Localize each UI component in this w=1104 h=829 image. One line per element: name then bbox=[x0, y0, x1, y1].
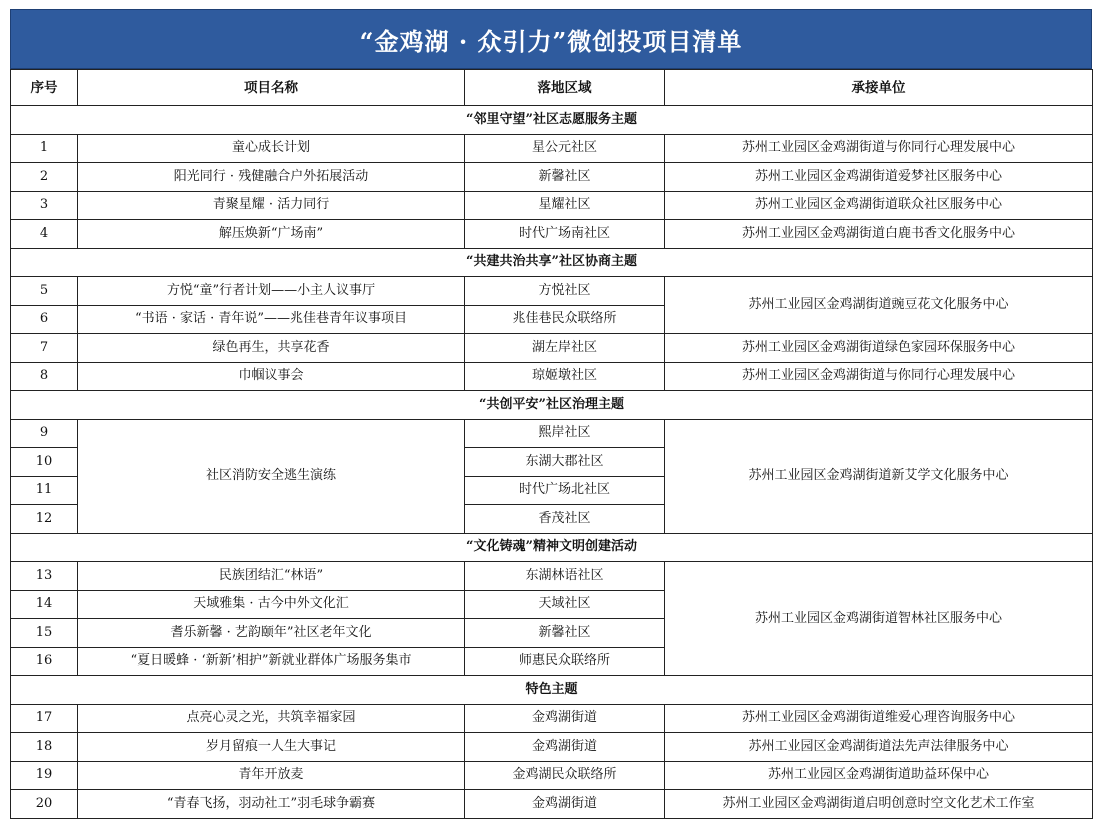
section-title: “共建共治共享”社区协商主题 bbox=[11, 248, 1093, 277]
project-table bbox=[10, 69, 1093, 819]
row-area: 新馨社区 bbox=[465, 163, 665, 192]
table-header-row bbox=[11, 70, 1093, 106]
row-no: 17 bbox=[11, 704, 78, 733]
section-row bbox=[11, 248, 1093, 277]
row-project: “书语 · 家话 · 青年说”——兆佳巷青年议事项目 bbox=[78, 305, 465, 334]
row-unit: 苏州工业园区金鸡湖街道与你同行心理发展中心 bbox=[665, 134, 1093, 163]
row-unit: 苏州工业园区金鸡湖街道与你同行心理发展中心 bbox=[665, 362, 1093, 391]
section-title: “邻里守望”社区志愿服务主题 bbox=[11, 106, 1093, 135]
row-no: 7 bbox=[11, 334, 78, 363]
section-row bbox=[11, 106, 1093, 135]
row-no: 12 bbox=[11, 505, 78, 534]
row-project: 解压焕新“广场南” bbox=[78, 220, 465, 249]
row-no: 14 bbox=[11, 590, 78, 619]
row-no: 18 bbox=[11, 733, 78, 762]
row-area: 琼姬墩社区 bbox=[465, 362, 665, 391]
row-no: 3 bbox=[11, 191, 78, 220]
row-no: 13 bbox=[11, 562, 78, 591]
row-project: 巾帼议事会 bbox=[78, 362, 465, 391]
row-unit: 苏州工业园区金鸡湖街道智林社区服务中心 bbox=[665, 562, 1093, 676]
row-area: 新馨社区 bbox=[465, 619, 665, 648]
row-project: 天域雅集 · 古今中外文化汇 bbox=[78, 590, 465, 619]
row-project: 耆乐新馨 · 艺韵颐年”社区老年文化 bbox=[78, 619, 465, 648]
header-area: 落地区域 bbox=[465, 70, 665, 106]
row-area: 时代广场北社区 bbox=[465, 476, 665, 505]
row-unit: 苏州工业园区金鸡湖街道维爱心理咨询服务中心 bbox=[665, 704, 1093, 733]
row-no: 11 bbox=[11, 476, 78, 505]
table-row bbox=[11, 191, 1093, 220]
section-row bbox=[11, 391, 1093, 420]
row-no: 20 bbox=[11, 790, 78, 819]
row-unit: 苏州工业园区金鸡湖街道爱梦社区服务中心 bbox=[665, 163, 1093, 192]
row-project: 青聚星耀 · 活力同行 bbox=[78, 191, 465, 220]
table-row bbox=[11, 419, 1093, 448]
section-title: 特色主题 bbox=[11, 676, 1093, 705]
section-row bbox=[11, 676, 1093, 705]
row-area: 金鸡湖街道 bbox=[465, 733, 665, 762]
row-project: 点亮心灵之光，共筑幸福家园 bbox=[78, 704, 465, 733]
row-unit: 苏州工业园区金鸡湖街道助益环保中心 bbox=[665, 761, 1093, 790]
table-row bbox=[11, 761, 1093, 790]
row-project: 青年开放麦 bbox=[78, 761, 465, 790]
row-no: 10 bbox=[11, 448, 78, 477]
project-list-sheet bbox=[10, 9, 1092, 819]
row-area: 金鸡湖街道 bbox=[465, 790, 665, 819]
row-unit: 苏州工业园区金鸡湖街道启明创意时空文化艺术工作室 bbox=[665, 790, 1093, 819]
table-row bbox=[11, 733, 1093, 762]
row-no: 16 bbox=[11, 647, 78, 676]
row-project: 社区消防安全逃生演练 bbox=[78, 419, 465, 533]
row-area: 金鸡湖民众联络所 bbox=[465, 761, 665, 790]
row-area: 香茂社区 bbox=[465, 505, 665, 534]
table-row bbox=[11, 562, 1093, 591]
row-area: 东湖大郡社区 bbox=[465, 448, 665, 477]
table-row bbox=[11, 163, 1093, 192]
header-project: 项目名称 bbox=[78, 70, 465, 106]
section-title: “共创平安”社区治理主题 bbox=[11, 391, 1093, 420]
table-row bbox=[11, 334, 1093, 363]
row-no: 4 bbox=[11, 220, 78, 249]
row-no: 1 bbox=[11, 134, 78, 163]
row-area: 师惠民众联络所 bbox=[465, 647, 665, 676]
row-no: 2 bbox=[11, 163, 78, 192]
row-area: 时代广场南社区 bbox=[465, 220, 665, 249]
row-area: 星耀社区 bbox=[465, 191, 665, 220]
row-area: 星公元社区 bbox=[465, 134, 665, 163]
row-unit: 苏州工业园区金鸡湖街道新艾学文化服务中心 bbox=[665, 419, 1093, 533]
row-no: 8 bbox=[11, 362, 78, 391]
row-no: 6 bbox=[11, 305, 78, 334]
row-area: 东湖林语社区 bbox=[465, 562, 665, 591]
row-unit: 苏州工业园区金鸡湖街道联众社区服务中心 bbox=[665, 191, 1093, 220]
row-unit: 苏州工业园区金鸡湖街道绿色家园环保服务中心 bbox=[665, 334, 1093, 363]
row-area: 天域社区 bbox=[465, 590, 665, 619]
row-unit: 苏州工业园区金鸡湖街道白鹿书香文化服务中心 bbox=[665, 220, 1093, 249]
row-project: “夏日暖蜂 · ‘新新’相护”新就业群体广场服务集市 bbox=[78, 647, 465, 676]
row-no: 9 bbox=[11, 419, 78, 448]
table-row bbox=[11, 362, 1093, 391]
header-no: 序号 bbox=[11, 70, 78, 106]
row-project: 民族团结汇“林语” bbox=[78, 562, 465, 591]
section-row bbox=[11, 533, 1093, 562]
row-area: 方悦社区 bbox=[465, 277, 665, 306]
row-area: 金鸡湖街道 bbox=[465, 704, 665, 733]
row-unit: 苏州工业园区金鸡湖街道法先声法律服务中心 bbox=[665, 733, 1093, 762]
table-row bbox=[11, 790, 1093, 819]
row-no: 5 bbox=[11, 277, 78, 306]
row-no: 19 bbox=[11, 761, 78, 790]
table-row bbox=[11, 277, 1093, 306]
row-project: 绿色再生，共享花香 bbox=[78, 334, 465, 363]
row-project: 方悦“童”行者计划——小主人议事厅 bbox=[78, 277, 465, 306]
section-title: “文化铸魂”精神文明创建活动 bbox=[11, 533, 1093, 562]
row-area: 湖左岸社区 bbox=[465, 334, 665, 363]
table-row bbox=[11, 704, 1093, 733]
row-project: “青春飞扬，羽动社工”羽毛球争霸赛 bbox=[78, 790, 465, 819]
row-area: 兆佳巷民众联络所 bbox=[465, 305, 665, 334]
row-no: 15 bbox=[11, 619, 78, 648]
row-project: 童心成长计划 bbox=[78, 134, 465, 163]
row-unit: 苏州工业园区金鸡湖街道豌豆花文化服务中心 bbox=[665, 277, 1093, 334]
header-unit: 承接单位 bbox=[665, 70, 1093, 106]
row-project: 阳光同行 · 残健融合户外拓展活动 bbox=[78, 163, 465, 192]
table-row bbox=[11, 134, 1093, 163]
row-project: 岁月留痕一人生大事记 bbox=[78, 733, 465, 762]
row-area: 熙岸社区 bbox=[465, 419, 665, 448]
table-row bbox=[11, 220, 1093, 249]
page-title: “金鸡湖 · 众引力”微创投项目清单 bbox=[10, 9, 1092, 69]
